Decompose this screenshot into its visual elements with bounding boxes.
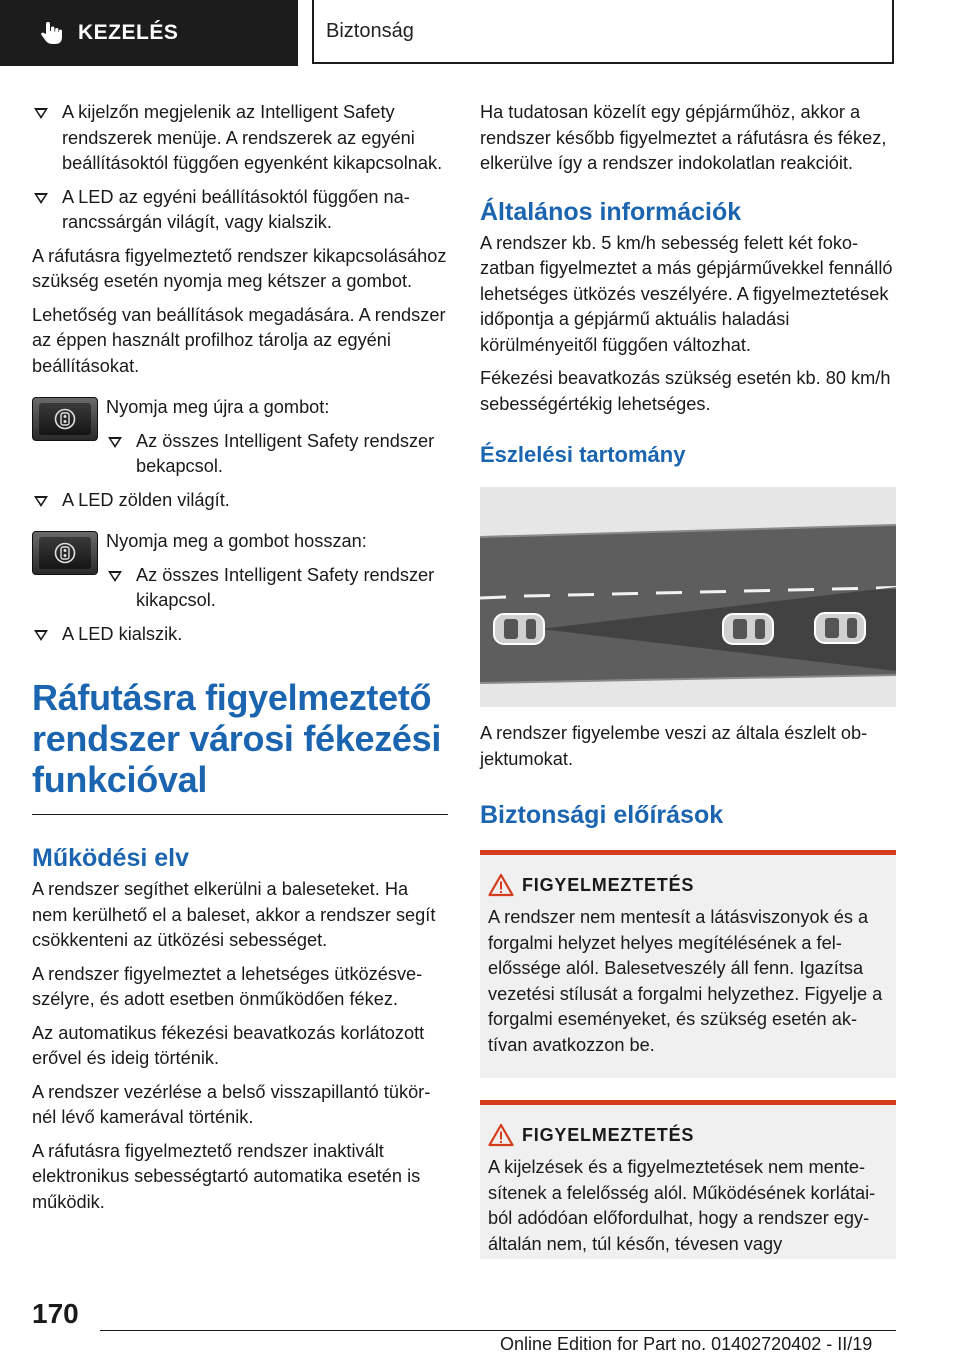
intelligent-safety-icon [54, 407, 76, 431]
instruction-text: Nyomja meg a gombot hosszan: [106, 531, 367, 551]
paragraph: A rendszer kb. 5 km/h sebesség felett két fokozatban figyelmeztet a más gépjárművekkel fennálló lehetséges ütközés veszélyére. A figyelmeztetések időpontja a gépjármű aktuális haladási körülményeitől függően változhat. [480, 232, 893, 355]
page-number: 170 [32, 1298, 79, 1329]
chapter-label: Biztonság [326, 19, 414, 42]
page-header [0, 0, 960, 66]
triangle-bullet-icon [34, 496, 48, 507]
triangle-bullet-icon [34, 108, 48, 119]
edition-note: Online Edition for Part no. 01402720402 - II/19 [500, 1334, 873, 1354]
paragraph: A rendszer segíthet elkerülni a baleseteket. Ha nem kerülhető el a baleset, akkor a rendszer segít csökkenteni az ütközési sebességet. [32, 879, 436, 950]
subsection-heading: Általános információk [480, 197, 742, 226]
list-item [32, 185, 448, 236]
button-instruction [32, 529, 448, 614]
right-column [480, 100, 896, 1281]
paragraph: A ráfutásra figyelmeztető rendszer kikapcsolásához szükség esetén nyomja meg kétszer a gombot. [32, 245, 447, 291]
subsection-heading: Biztonsági előírások [480, 801, 724, 829]
triangle-bullet-icon [108, 437, 122, 448]
warning-triangle-icon [488, 1123, 514, 1147]
warning-title: FIGYELMEZTETÉS [522, 874, 695, 895]
intelligent-safety-icon [54, 541, 76, 565]
list-item-text: Az összes Intelligent Safety rendszer bekapcsol. [136, 430, 435, 476]
section-label: KEZELÉS [78, 21, 179, 44]
chapter-tab [312, 0, 894, 64]
list-item [32, 488, 448, 514]
paragraph: A rendszer vezérlése a belső visszapillantó tükörnél lévő kamerával történik. [32, 1081, 431, 1127]
instruction-text: Nyomja meg újra a gombot: [106, 397, 330, 417]
list-item [32, 622, 448, 648]
hand-pointer-icon [38, 19, 66, 47]
list-item-text: A LED az egyéni beállításoktól függően narancssárgán világít, vagy kialszik. [62, 186, 410, 232]
list-item [106, 429, 448, 480]
footer-divider [100, 1330, 896, 1331]
subsection-heading: Működési elv [32, 844, 189, 872]
warning-text: A kijelzések és a figyelmeztetések nem mentesítenek a felelősség alól. Működésének korlátaiból adódóan előfordulhat, hogy a rendszer egyáltalán nem, túl későn, tévesen vagy [488, 1157, 876, 1254]
paragraph: Lehetőség van beállítások megadására. A rendszer az éppen használt profilhoz tárolja az egyéni beállításokat. [32, 304, 446, 376]
list-item-text: A LED zölden világít. [62, 489, 230, 510]
button-instruction [32, 395, 448, 480]
safety-button-image [32, 397, 98, 441]
subsection-heading: Észlelési tartomány [480, 442, 686, 467]
warning-text: A rendszer nem mentesít a látásviszonyok és a forgalmi helyzet helyes megítélésének a felelőssége alól. Balesetveszély áll fenn. Igazítsa vezetési stílusát a forgalmi helyzethez. Figyelje a forgalmi eseményeket, és szükség esetén aktívan avatkozzon be. [488, 907, 883, 1055]
list-item-text: Az összes Intelligent Safety rendszer kikapcsol. [136, 564, 435, 610]
safety-button-image [32, 531, 98, 575]
triangle-bullet-icon [34, 193, 48, 204]
list-item-text: A kijelzőn megjelenik az Intelligent Safety rendszerek menüje. A rendszerek az egyéni beállításoktól függően egyenként kikapcsolnak. [62, 102, 443, 173]
paragraph: A rendszer figyelmeztet a lehetséges ütközésveszélyre, és adott esetben önműködően fékez. [32, 963, 423, 1009]
left-column [32, 100, 448, 1223]
triangle-bullet-icon [108, 571, 122, 582]
figure-caption: A rendszer figyelembe veszi az általa észlelt objektumokat. [480, 723, 868, 769]
paragraph: A ráfutásra figyelmeztető rendszer inaktivált elektronikus sebességtartó automatika esetén is működik. [32, 1140, 421, 1212]
list-item-text: A LED kialszik. [62, 623, 183, 644]
list-item [106, 563, 448, 614]
list-item [32, 100, 448, 177]
warning-box [480, 850, 896, 1078]
triangle-bullet-icon [34, 630, 48, 641]
section-heading: Ráfutásra figyelmeztető rendszer városi fékezési funkcióval [32, 677, 448, 815]
warning-title: FIGYELMEZTETÉS [522, 1124, 695, 1145]
detection-range-illustration [480, 487, 896, 707]
paragraph: Az automatikus fékezési beavatkozás korlátozott erővel és ideig történik. [32, 1022, 425, 1068]
warning-triangle-icon [488, 873, 514, 897]
paragraph: Fékezési beavatkozás szükség esetén kb. 80 km/h sebességértékig lehetséges. [480, 368, 891, 414]
section-tab [0, 0, 298, 66]
detection-range-graphic [480, 487, 896, 707]
warning-box [480, 1100, 896, 1259]
paragraph: Ha tudatosan közelít egy gépjárműhöz, akkor a rendszer később figyelmeztet a ráfutásra és fékez, elkerülve így a rendszer indokolatlan reakcióit. [480, 102, 887, 173]
